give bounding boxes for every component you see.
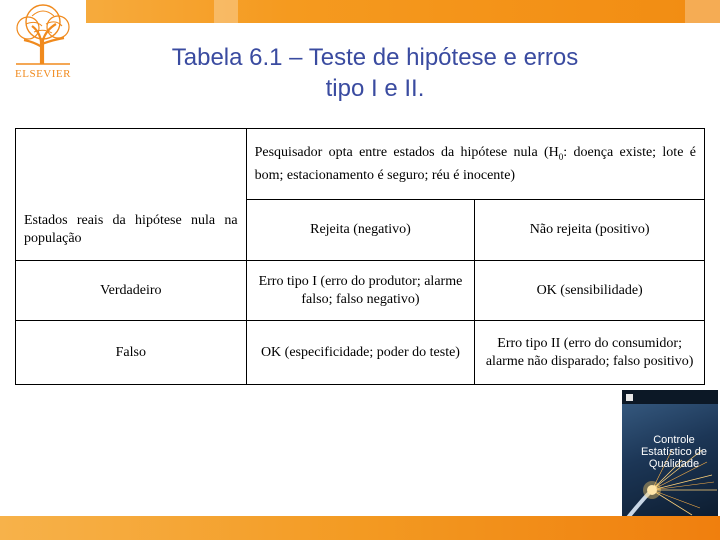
column-header-reject — [246, 200, 475, 261]
table-corner-cell — [16, 129, 247, 200]
row-state-cell: Falso — [16, 321, 247, 385]
book-title-line: Controle — [653, 434, 695, 446]
band-segment — [214, 0, 238, 23]
row-not-reject-cell: OK (sensibilidade) — [475, 261, 705, 321]
decision-header-text: Pesquisador opta entre estados da hipótese nula (H — [254, 144, 559, 160]
row-reject-cell: OK (especificidade; poder do teste) — [246, 321, 475, 385]
hypothesis-error-table — [15, 128, 705, 385]
slide-title-line: Tabela 6.1 – Teste de hipótese e erros — [171, 44, 579, 71]
book-cover-image — [622, 390, 718, 526]
slide-title — [110, 42, 640, 104]
slide-title-line: tipo I e II. — [325, 75, 425, 102]
column-header-text: Não rejeita (positivo) — [529, 222, 650, 237]
decision-header — [246, 129, 704, 200]
table-row — [16, 261, 705, 321]
h0-subscript: 0 — [558, 151, 564, 162]
book-title-line: Qualidade — [648, 458, 700, 470]
row-not-reject-cell: Erro tipo II (erro do consumidor; alarme não disparado; falso positivo) — [475, 321, 705, 385]
bottom-accent-band — [0, 516, 720, 540]
book-title — [632, 434, 716, 470]
table-row — [16, 321, 705, 385]
publisher-logo — [0, 0, 86, 86]
decision-header-text: : doença existe; lote é bom; estacionamento é seguro; réu é inocente) — [254, 144, 696, 184]
column-header-text: Rejeita (negativo) — [310, 222, 411, 237]
band-segment — [685, 0, 720, 23]
state-header-text: Estados reais da hipótese nula na população — [24, 212, 238, 246]
row-state-cell: Verdadeiro — [16, 261, 247, 321]
state-header — [16, 200, 247, 261]
book-title-line: Estatístico de — [640, 446, 708, 458]
tree-icon — [6, 2, 80, 66]
logo-wordmark: ELSEVIER — [15, 68, 71, 80]
top-accent-band — [0, 0, 720, 23]
row-reject-cell: Erro tipo I (erro do produtor; alarme falso; falso negativo) — [246, 261, 475, 321]
column-header-not-reject — [475, 200, 705, 261]
